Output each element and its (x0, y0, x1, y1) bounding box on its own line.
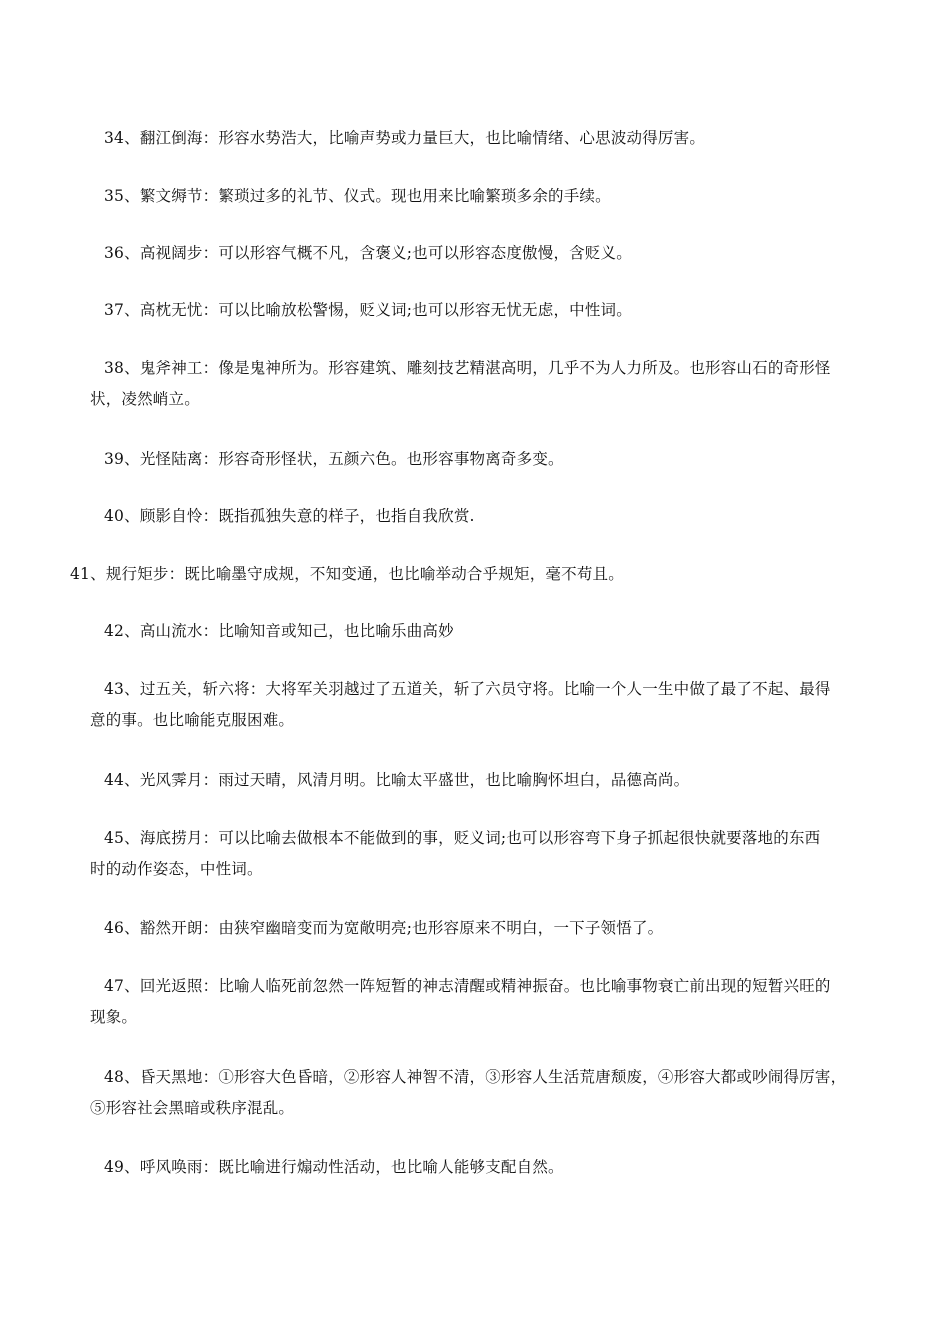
entry-text: 34、翻江倒海：形容水势浩大，比喻声势或力量巨大，也比喻情绪、心思波动得厉害。 (104, 129, 706, 147)
entry-text: 35、繁文缛节：繁琐过多的礼节、仪式。现也用来比喻繁琐多余的手续。 (104, 187, 611, 205)
idiom-entry-36 (0, 240, 950, 271)
idiom-entry-38 (0, 355, 950, 417)
idiom-entry-35 (0, 183, 950, 214)
entry-text-continued: ⑤形容社会黑暗或秩序混乱。 (90, 1099, 295, 1117)
entry-text: 43、过五关，斩六将：大将军关羽越过了五道关，斩了六员守将。比喻一个人一生中做了最了不起、最得 (104, 680, 831, 698)
idiom-entry-37 (0, 297, 950, 328)
idiom-entry-39 (0, 446, 950, 477)
idiom-entry-45 (0, 825, 950, 887)
entry-text: 42、高山流水：比喻知音或知己，也比喻乐曲高妙 (104, 622, 454, 640)
entry-text: 49、呼风唤雨：既比喻进行煽动性活动，也比喻人能够支配自然。 (104, 1158, 564, 1176)
idiom-entry-43 (0, 676, 950, 738)
idiom-entry-47 (0, 973, 950, 1035)
entry-text: 41、规行矩步：既比喻墨守成规，不知变通，也比喻举动合乎规矩，毫不苟且。 (70, 565, 624, 583)
idiom-entry-46 (0, 915, 950, 946)
entry-text: 48、昏天黑地：①形容大色昏暗，②形容人神智不清，③形容人生活荒唐颓废，④形容大都或吵闹得厉害， (104, 1068, 847, 1086)
idiom-entry-41 (0, 561, 950, 592)
entry-text-continued: 现象。 (90, 1008, 138, 1026)
idiom-entry-40 (0, 503, 950, 534)
entry-text: 37、高枕无忧：可以比喻放松警惕，贬义词;也可以形容无忧无虑，中性词。 (104, 301, 632, 319)
idiom-entry-48 (0, 1064, 950, 1126)
idiom-entry-42 (0, 618, 950, 649)
idiom-entry-44 (0, 767, 950, 798)
entry-text-continued: 状，凌然峭立。 (90, 390, 200, 408)
entry-text: 36、高视阔步：可以形容气概不凡，含褒义;也可以形容态度傲慢，含贬义。 (104, 244, 632, 262)
idiom-entry-49 (0, 1154, 950, 1185)
idiom-entry-34 (0, 125, 950, 156)
entry-text-continued: 时的动作姿态，中性词。 (90, 860, 263, 878)
entry-text: 40、顾影自怜：既指孤独失意的样子，也指自我欣赏. (104, 507, 475, 525)
entry-text: 39、光怪陆离：形容奇形怪状，五颜六色。也形容事物离奇多变。 (104, 450, 564, 468)
entry-text: 46、豁然开朗：由狭窄幽暗变而为宽敞明亮;也形容原来不明白，一下子领悟了。 (104, 919, 664, 937)
entry-text: 45、海底捞月：可以比喻去做根本不能做到的事，贬义词;也可以形容弯下身子抓起很快就要落地的东西 (104, 829, 821, 847)
entry-text: 38、鬼斧神工：像是鬼神所为。形容建筑、雕刻技艺精湛高明，几乎不为人力所及。也形容山石的奇形怪 (104, 359, 831, 377)
entry-text: 47、回光返照：比喻人临死前忽然一阵短暂的神志清醒或精神振奋。也比喻事物衰亡前出现的短暂兴旺的 (104, 977, 831, 995)
entry-text: 44、光风霁月：雨过天晴，风清月明。比喻太平盛世，也比喻胸怀坦白，品德高尚。 (104, 771, 690, 789)
entry-text-continued: 意的事。也比喻能克服困难。 (90, 711, 295, 729)
